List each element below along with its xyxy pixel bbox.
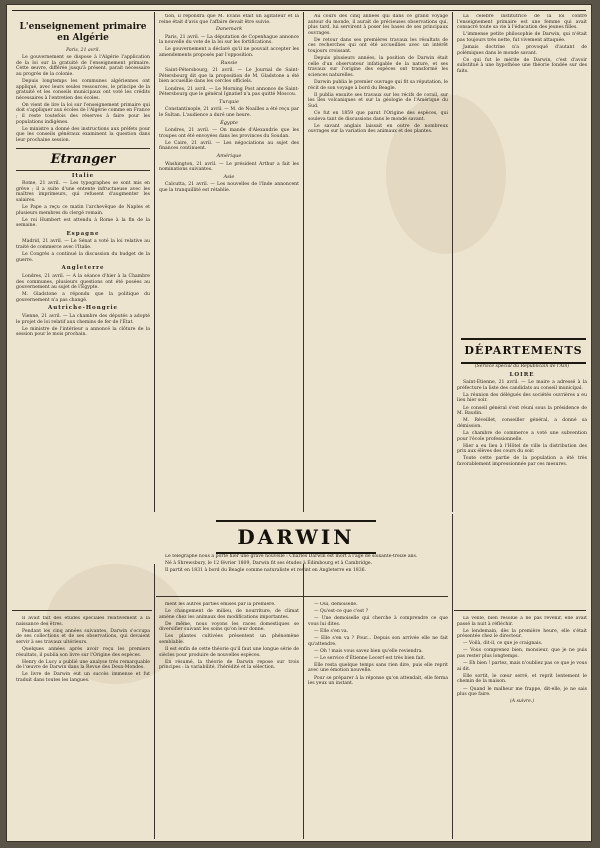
darwin-title: DARWIN — [216, 520, 376, 554]
paragraph: La célèbre institutrice de la loi contre l'enseignement primaire est une femme qui avait consacré toute sa vie à l'éducation des jeunes filles. — [457, 14, 587, 31]
country-heading: Amérique — [216, 152, 242, 159]
left-column — [16, 14, 150, 514]
section-subtitle: (Service spécial du Républicain de l'Ain) — [474, 364, 570, 369]
paragraph: La veille, bien résolue à ne pas revenir, elle avait passé la nuit à réfléchir. — [457, 616, 587, 627]
paragraph: Le gouvernement a déclaré qu'il ne pouvait accepter les amendements proposés par l'opposition. — [159, 47, 299, 59]
newspaper-page — [6, 4, 592, 842]
paragraph: De même, nous voyons les races domestiques se diversifier suivant les soins qu'on leur donne. — [159, 621, 299, 633]
column-rule — [154, 12, 155, 512]
paragraph: L'immense petite philosophie de Darwin, qui n'était pas toujours très nette, fut vivement attaquée. — [457, 32, 587, 43]
paragraph: — Oui, demoiselle. — [314, 602, 358, 607]
paragraph: Né à Shrewsbury, le 12 février 1809, Darwin fit ses études à Édimbourg et à Cambridge. — [165, 561, 373, 567]
paragraph: Londres, 21 avril. — On mande d'Alexandrie que les troupes ont été envoyées dans les provinces du Soudan. — [159, 128, 299, 139]
paragraph: — Eh bien ! partez, mais n'oubliez pas ce que je vous ai dit. — [457, 661, 587, 672]
section-rule — [12, 610, 152, 611]
paragraph: Il publia ensuite ses travaux sur les récifs de corail, sur les îles volcaniques et sur la géologie de l'Amérique du Sud. — [308, 92, 448, 109]
paragraph: Jamais doctrine n'a provoqué d'autant de polémiques dans le monde savant. — [457, 44, 587, 56]
paragraph: Il partit en 1831 à bord du Beagle comme naturaliste et revint en Angleterre en 1836. — [165, 568, 367, 574]
paragraph: Le télégraphe nous a porté hier une grave nouvelle : Charles Darwin est mort à l'âge de soixante-treize ans. — [165, 554, 418, 559]
paragraph: Londres, 21 avril. — A la séance d'hier à la Chambre des communes, plusieurs questions ont été posées au gouvernement au sujet de l'Égypte. — [16, 273, 150, 291]
right-column — [457, 14, 587, 334]
paragraph: Toute cette partie de la population a été très favorablement impressionnée par ces mesures. — [457, 456, 587, 467]
paragraph: — Voilà, dit-il, ce que je craignais. — [463, 641, 543, 647]
paragraph: Les plantes cultivées présentent un phénomène semblable. — [159, 634, 299, 646]
bottom-column-3 — [308, 602, 448, 838]
paragraph: Il est enfin de cette théorie qu'il faut une longue série de siècles pour produire de nouvelles espèces. — [159, 647, 299, 658]
section-title: Etranger — [50, 151, 116, 167]
country-heading: Italie — [71, 172, 95, 179]
paragraph: Elle sortit, le cœur serré, et reprit lentement le chemin de la maison. — [457, 673, 587, 685]
paragraph: — Elle s'en va ? Pour... Depuis son arrivée elle ne fait qu'attendre. — [308, 635, 448, 647]
paragraph: M. Gladstone a répondu que la politique du gouvernement n'a pas changé. — [16, 292, 150, 303]
country-heading: Égypte — [220, 119, 238, 126]
paragraph: — Une demoiselle qui cherche à comprendre ce que vous lui dites. — [308, 616, 448, 627]
paragraph: — Le service d'Étienne Lecerf est très bien fait. — [314, 655, 426, 661]
paragraph: Il avait fait des études spéciales relativement à la naissance des êtres. — [16, 616, 150, 627]
paragraph: Le livre de Darwin eut un succès immense et fut traduit dans toutes les langues. — [16, 672, 150, 683]
column-rule — [154, 564, 155, 839]
paragraph: Quelques années après avoir reçu les premiers résultats, il publia son livre sur l'Origine des espèces. — [16, 646, 150, 658]
paragraph: Depuis plusieurs années, la position de Darwin était celle d'un observateur infatigable de la nature, et ses travaux sur l'origine des espèces ont transformé les sciences naturelles. — [308, 56, 448, 78]
country-heading: Asie — [223, 173, 235, 180]
paragraph: Vienne, 21 avril. — La chambre des députés a adopté le projet de loi relatif aux chemins de fer de l'État. — [16, 313, 150, 325]
to-be-continued: (A suivre.) — [509, 699, 535, 705]
column-rule — [452, 12, 453, 512]
country-heading: Danemark — [215, 26, 243, 33]
paragraph: tion, il répondra que M. Evans était un agitateur et la reine était d'avis que l'affaire devait être suivie. — [159, 14, 299, 25]
paragraph: En résumé, la théorie de Darwin repose sur trois principes : la variabilité, l'hérédité et la sélection. — [159, 659, 299, 671]
paragraph: Ce fut en 1859 que parut l'Origine des espèces, qui souleva tant de discussions dans le monde savant. — [308, 111, 448, 122]
paragraph: — Vous comprenez bien, monsieur, que je ne puis pas rester plus longtemps. — [457, 648, 587, 660]
paragraph: — Qu'est-ce que c'est ? — [314, 609, 369, 615]
paragraph: Le conseil général s'est réuni sous la présidence de M. Baudin. — [457, 405, 587, 417]
paragraph: Henry de Lucy a publié une analyse très remarquable de l'œuvre de Darwin dans la Revue des Deux-Mondes. — [16, 659, 150, 671]
paragraph: Le gouvernement se dispose à l'Algérie l'application de la loi sur la gratuité de l'enseignement primaire. Cette œuvre, différée jusqu'à présent, parait nécessaire au progrès de la colonie. — [16, 55, 150, 77]
top-rule — [12, 10, 586, 11]
paragraph: On vient de lire la loi sur l'enseignement primaire qui doit s'appliquer aux écoles de l'Algérie comme en France ; il reste toutefois des réserves à faire pour les populations indigènes. — [16, 102, 150, 125]
paragraph: Pendant les cinq années suivantes, Darwin s'occupa de ses collections et de ses observations, qui devaient servir à ses travaux ultérieurs. — [16, 628, 150, 645]
column-rule — [303, 12, 304, 512]
paragraph: Londres, 21 avril. — Le Morning Post annonce de Saint-Pétersbourg que le général Ignatief n'a pas quitté Moscou. — [159, 86, 299, 98]
paragraph: Le ministre de l'intérieur a annoncé la clôture de la session pour le mois prochain. — [16, 326, 150, 338]
country-heading: Turquie — [219, 98, 239, 105]
bottom-column-2 — [159, 602, 299, 838]
paragraph: — Quand le malheur me frappe, dit-elle, je ne sais plus que faire. — [457, 686, 587, 698]
country-heading: Espagne — [66, 230, 100, 237]
section-rule — [454, 610, 586, 611]
middle-right-column — [308, 14, 448, 414]
paragraph: Le Caire, 21 avril. — Les négociations au sujet des finances continuent. — [159, 140, 299, 152]
paragraph: Pour se préparer à la réponse qu'on attendait, elle ferma les yeux un instant. — [308, 675, 448, 687]
column-rule — [303, 564, 304, 839]
departements-title: DÉPARTEMENTS — [461, 338, 586, 364]
bottom-column-1 — [16, 616, 150, 838]
darwin-intro — [159, 554, 447, 594]
paragraph: Paris, 21 avril. — La députation de Copenhague annonce la nouvelle du vote de la loi sur les fortifications. — [159, 34, 299, 46]
bottom-column-4 — [457, 616, 587, 838]
paragraph: Washington, 21 avril. — Le président Arthur a fait les nominations suivantes. — [159, 161, 299, 173]
section-rule — [156, 596, 448, 597]
article-headline: L'enseignement primaire en Algérie — [19, 22, 147, 43]
department-heading: LOIRE — [509, 371, 535, 378]
paragraph: Le Congrès a continué la discussion du budget de la guerre. — [16, 252, 150, 263]
paragraph: — Elle s'en va. — [314, 628, 349, 634]
paragraph: Calcutta, 21 avril. — Les nouvelles de l'Inde annoncent que la tranquillité est rétablie. — [159, 182, 299, 193]
column-rule — [452, 514, 453, 839]
paragraph: Saint-Étienne, 21 avril. — Le maire a adressé à la préfecture la liste des candidats au conseil municipal. — [457, 380, 587, 391]
country-heading: Russie — [220, 59, 238, 66]
paragraph: Le savant anglais laissait en outre de nombreux ouvrages sur la variation des animaux et des plantes. — [308, 123, 448, 135]
paragraph: Darwin publia le premier ouvrage qui fit sa réputation, le récit de son voyage à bord du Beagle. — [308, 80, 448, 91]
dateline: Paris, 21 avril. — [66, 48, 100, 53]
paragraph: La chambre de commerce a voté une subvention pour l'école professionnelle. — [457, 430, 587, 442]
paragraph: Le changement de milieu, de nourriture, de climat amène chez les animaux des modifications importantes. — [159, 609, 299, 620]
paragraph: Saint-Pétersbourg, 21 avril. — Le Journal de Saint-Pétersbourg dit que la proposition de M. Gladstone a été bien accueillie dans les cercles officiels. — [159, 68, 299, 85]
paragraph: Au cours des cinq années qui dans ce grand voyage autour du monde, il aurait de précieuses observations qui, plus tard, lui servirent à poser les bases de ses principaux ouvrages. — [308, 14, 448, 36]
paragraph: M. Réveillet, conseiller général, a donné sa démission. — [457, 418, 587, 429]
paragraph: Le ministre a donné des instructions aux préfets pour que les conseils généraux examinent la question dans leur prochaine session. — [16, 126, 150, 143]
country-heading: Angleterre — [61, 265, 105, 272]
paragraph: La réunion des délégués des sociétés ouvrières a eu lieu hier soir. — [457, 392, 587, 404]
paragraph: Ce qui fut le mérite de Darwin, c'est d'avoir substitué à une hypothèse une théorie fondée sur des faits. — [457, 57, 587, 74]
middle-left-column — [159, 14, 299, 414]
paragraph: Hier a eu lieu à l'Hôtel de ville la distribution des prix aux élèves des cours du soir. — [457, 443, 587, 455]
paragraph: Elle resta quelque temps sans rien dire, puis elle reprit avec une émotion nouvelle. — [308, 662, 448, 674]
paragraph: Le roi Humbert est attendu à Rome à la fin de la semaine. — [16, 217, 150, 229]
paragraph: Constantinople, 21 avril. — M. de Noailles a été reçu par le Sultan. L'audience a duré une heure. — [159, 107, 299, 118]
paragraph: — Oh ! mais vous savez bien qu'elle reviendra. — [314, 648, 423, 654]
country-heading: Autriche-Hongrie — [47, 305, 119, 312]
departements-column — [457, 364, 587, 514]
paragraph: Rome, 21 avril. — Les typographes se sont mis en grève ; il a suite d'une entente infructueuse avec les maîtres imprimeurs, qui refusent d'augmenter les salaires. — [16, 181, 150, 203]
paragraph: Madrid, 21 avril. — Le Sénat a voté la loi relative au traité de commerce avec l'Italie. — [16, 239, 150, 251]
paragraph: ment les autres parties émises par la première. — [165, 602, 276, 607]
paragraph: De retour dans ses premières travaux les résultats de ces recherches qui ont été accueillies avec un intérêt toujours croissant. — [308, 37, 448, 55]
paragraph: Le lendemain, dès la première heure, elle s'était présentée chez le directeur. — [457, 628, 587, 640]
paragraph: Le Pape a reçu ce matin l'archevêque de Naples et plusieurs membres du clergé romain. — [16, 204, 150, 216]
paragraph: Depuis longtemps les communes algériennes ont appliqué, avec leurs seules ressources, le principe de la gratuité et les conseils municipaux ont voté les crédits nécessaires à l'entretien des écoles. — [16, 78, 150, 101]
